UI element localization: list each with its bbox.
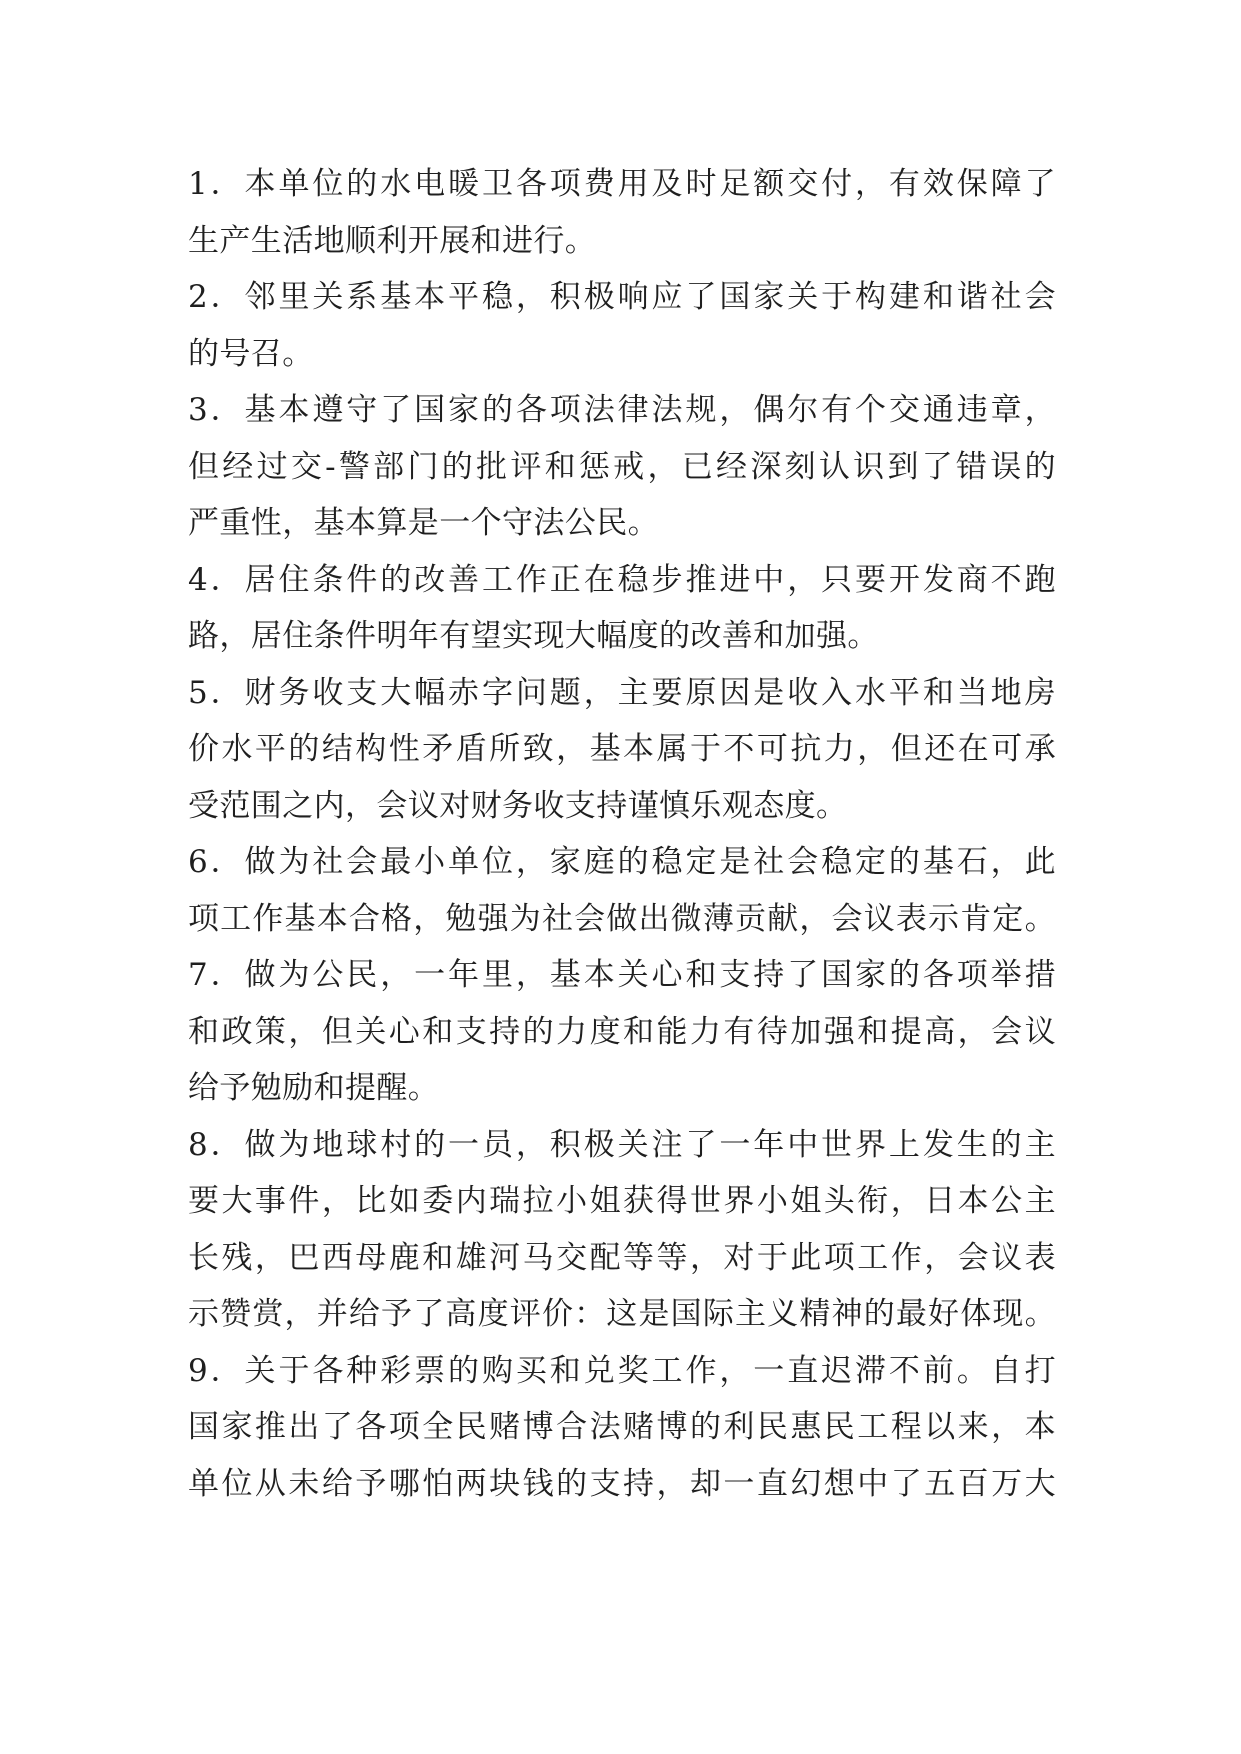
text-line-19: 要大事件，比如委内瑞拉小姐获得世界小姐头衔，日本公主 [188, 1183, 1056, 1219]
text-line-20: 长残，巴西母鹿和雄河马交配等等，对于此项工作，会议表 [188, 1239, 1056, 1276]
text-line-13: 6．做为社会最小单位，家庭的稳定是社会稳定的基石，此 [188, 844, 1056, 880]
text-line-2: 生产生活地顺利开展和进行。 [188, 222, 597, 259]
text-line-5: 3．基本遵守了国家的各项法律法规，偶尔有个交通违章， [188, 392, 1056, 428]
text-line-14: 项工作基本合格，勉强为社会做出微薄贡献，会议表示肯定。 [188, 900, 1056, 937]
text-line-8: 4．居住条件的改善工作正在稳步推进中，只要开发商不跑 [188, 561, 1056, 598]
text-line-18: 8．做为地球村的一员，积极关注了一年中世界上发生的主 [188, 1126, 1056, 1163]
text-line-10: 5．财务收支大幅赤字问题，主要原因是收入水平和当地房 [188, 674, 1056, 711]
text-line-3: 2．邻里关系基本平稳，积极响应了国家关于构建和谐社会 [188, 279, 1056, 315]
text-line-21: 示赞赏，并给予了高度评价：这是国际主义精神的最好体现。 [188, 1296, 1056, 1332]
text-line-11: 价水平的结构性矛盾所致，基本属于不可抗力，但还在可承 [188, 731, 1056, 767]
text-line-1: 1．本单位的水电暖卫各项费用及时足额交付，有效保障了 [188, 166, 1056, 202]
text-line-23: 国家推出了各项全民赌博合法赌博的利民惠民工程以来，本 [188, 1409, 1056, 1445]
document-body [188, 156, 1056, 1512]
text-line-16: 和政策，但关心和支持的力度和能力有待加强和提高，会议 [188, 1013, 1056, 1050]
text-line-7: 严重性，基本算是一个守法公民。 [188, 505, 659, 541]
text-line-4: 的号召。 [188, 335, 314, 372]
text-line-24: 单位从未给予哪怕两块钱的支持，却一直幻想中了五百万大 [188, 1465, 1056, 1502]
text-line-6: 但经过交-警部门的批评和惩戒，已经深刻认识到了错误的 [188, 448, 1056, 485]
text-line-17: 给予勉励和提醒。 [188, 1070, 440, 1106]
text-line-12: 受范围之内，会议对财务收支持谨慎乐观态度。 [188, 787, 848, 824]
text-line-9: 路，居住条件明年有望实现大幅度的改善和加强。 [188, 618, 879, 654]
text-line-22: 9．关于各种彩票的购买和兑奖工作，一直迟滞不前。自打 [188, 1352, 1056, 1389]
text-line-15: 7．做为公民，一年里，基本关心和支持了国家的各项举措 [188, 957, 1056, 993]
